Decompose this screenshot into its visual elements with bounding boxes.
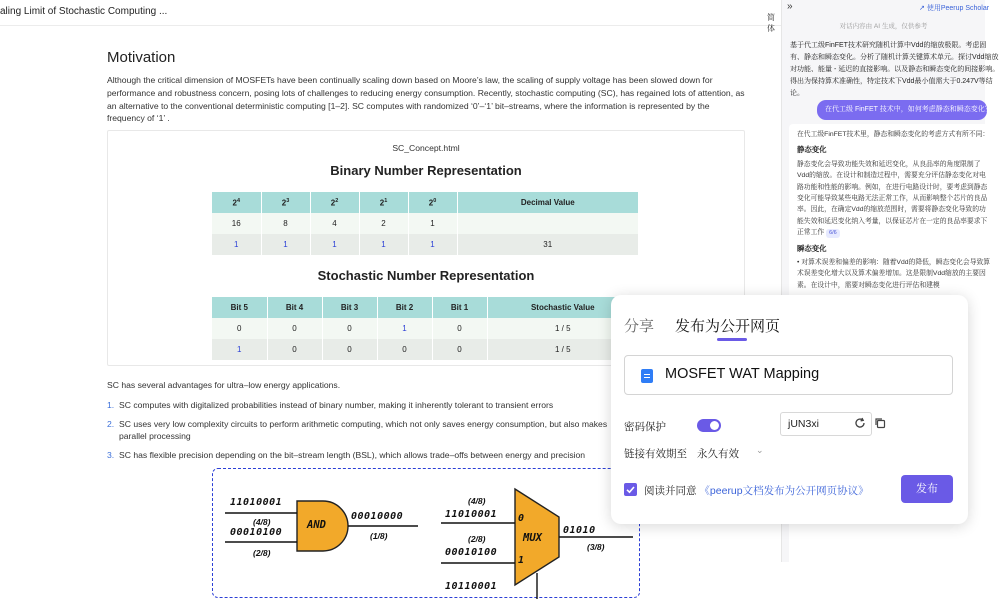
and-output-fraction: (1/8) [370, 531, 388, 541]
table-cell: 1 [408, 234, 457, 255]
advantages-list [107, 399, 627, 467]
table-cell [457, 213, 639, 234]
mux-input2-fraction: (2/8) [468, 534, 486, 544]
table-cell: 1 [212, 339, 267, 360]
document-tab-title[interactable]: aling Limit of Stochastic Computing ... [0, 6, 168, 17]
list-text: SC uses very low complexity circuits to perform arithmetic computing, which not only saves energy consumption, but also makes parallel processing [119, 418, 608, 441]
transient-variation-heading: 瞬态变化 [797, 243, 827, 253]
expiry-label: 链接有效期至 [624, 448, 687, 460]
sc-circuit-diagram [212, 468, 640, 598]
document-icon [641, 369, 653, 383]
table-cell: 1 [377, 318, 432, 339]
table-row [212, 213, 639, 234]
table-cell: 0 [432, 339, 487, 360]
and-input2-fraction: (2/8) [253, 548, 271, 558]
agreement-link[interactable]: 《peerup文档发布为公开网页协议》 [699, 485, 869, 497]
user-question-bubble: 在代工级 FinFET 技术中，如何考虑静态和瞬态变化？ [817, 100, 987, 120]
and-gate-label: AND [307, 519, 326, 531]
binary-section-title: Binary Number Representation [330, 163, 522, 178]
ai-answer-summary: 基于代工级FinFET技术研究随机计算中Vdd的缩放极限。考虑固有、静态和瞬态变化。分析了随机计算关键算术单元。探讨Vdd缩放对功能、能量 - 延迟的直接影响。以及静态和瞬态变化的间接影响。得出为保持算术准确性，特定技术下Vdd最小值需大于0.247V等结论。 [790, 42, 1000, 97]
mux-label: MUX [523, 532, 542, 544]
mux-input2-bits: 00010100 [445, 547, 498, 558]
table-header: Decimal Value [457, 192, 639, 213]
password-label: 密码保护 [624, 421, 666, 433]
table-cell: 0 [267, 339, 322, 360]
table-header: $2^4$ [212, 192, 261, 213]
table-cell: 4 [310, 213, 359, 234]
mux-input3-bits: 10110001 [445, 581, 498, 592]
page-title-field[interactable] [624, 355, 953, 395]
table-header: Stochastic Value [487, 297, 639, 318]
table-row [212, 318, 639, 339]
mux-output-bits: 01010 [563, 525, 596, 536]
table-header: Bit 2 [377, 297, 432, 318]
publish-button[interactable]: 发布 [901, 475, 953, 503]
table-row [212, 339, 639, 360]
expand-panel-icon[interactable]: » [787, 1, 793, 12]
mux-input1-bits: 11010001 [445, 509, 498, 520]
list-text: SC computes with digitalized probabilities instead of binary number, making it inherently tolerant to transient errors [119, 400, 554, 410]
table-cell: 31 [457, 234, 639, 255]
citation-badge[interactable]: 6/6 [826, 229, 840, 238]
table-header: $2^0$ [408, 192, 457, 213]
table-cell: 0 [377, 339, 432, 360]
and-output-bits: 00010000 [351, 511, 404, 522]
table-header: $2^3$ [261, 192, 310, 213]
table-cell: 1 [261, 234, 310, 255]
table-header: Bit 1 [432, 297, 487, 318]
table-cell: 1 [212, 234, 261, 255]
password-value: jUN3xi [788, 418, 819, 430]
table-cell: 0 [212, 318, 267, 339]
tab-publish[interactable]: 发布为公开网页 [675, 318, 781, 335]
list-item [107, 399, 627, 412]
agreement-text: 阅读并同意 《peerup文档发布为公开网页协议》 [644, 485, 869, 497]
stochastic-table [212, 297, 639, 360]
peerup-scholar-link[interactable]: ↗ 使用Peerup Scholar [919, 5, 990, 12]
transient-variation-text: • 对算术误差和偏差的影响：随着Vdd的降低，瞬态变化会导致算术误差变化增大以及算术偏差增加。这是限制Vdd缩放的主要因素。在设计中，需要对瞬态变化进行评估和建模 [797, 259, 991, 289]
table-cell: 0 [322, 339, 377, 360]
mux-input1-fraction: (4/8) [468, 496, 486, 506]
table-row [212, 234, 639, 255]
table-header: Bit 3 [322, 297, 377, 318]
table-cell: 1 [408, 213, 457, 234]
table-cell: 0 [267, 318, 322, 339]
table-cell: 1 [359, 234, 408, 255]
and-input1-fraction: (4/8) [253, 517, 271, 527]
binary-table [212, 192, 639, 255]
mux-select0-label: 0 [518, 513, 525, 524]
table-header: $2^1$ [359, 192, 408, 213]
table-cell: 1 / 5 [487, 318, 639, 339]
publish-dialog [611, 295, 968, 524]
top-bar [0, 0, 781, 33]
table-cell: 2 [359, 213, 408, 234]
ai-disclaimer: 对话内容由 AI 生成，仅供参考 [839, 23, 928, 30]
password-toggle[interactable] [697, 419, 721, 432]
expiry-select[interactable]: 永久有效 [697, 448, 739, 460]
stochastic-header-row [212, 297, 639, 318]
and-input1-bits: 11010001 [230, 497, 283, 508]
mux-select1-label: 1 [518, 555, 525, 566]
binary-header-row [212, 192, 639, 213]
table-cell: 0 [322, 318, 377, 339]
external-link-icon: ↗ [919, 5, 925, 12]
table-cell: 1 / 5 [487, 339, 639, 360]
advantages-lead: SC has several advantages for ultra–low energy applications. [107, 380, 341, 390]
mux-output-fraction: (3/8) [587, 542, 605, 552]
table-header: Bit 5 [212, 297, 267, 318]
table-header: $2^2$ [310, 192, 359, 213]
table-cell: 8 [261, 213, 310, 234]
refresh-icon[interactable] [854, 417, 866, 429]
list-number: 2. [107, 418, 115, 429]
chevron-down-icon[interactable]: ⌄ [756, 445, 764, 455]
answer-intro: 在代工级FinFET技术里，静态和瞬态变化的考虑方式有所不同： [797, 131, 990, 138]
list-item [107, 449, 627, 462]
stochastic-section-title: Stochastic Number Representation [317, 268, 535, 283]
static-variation-text: 静态变化会导致功能失效和延迟变化，从良品率的角度限制了Vdd的缩放。在设计和制造过程中，需要充分评估静态变化对电路功能和性能的影响。例如，在进行电路设计时，要考虑到静态变化可能导致某些电路无法正常工作，从而影响整个芯片的良品率。因此，在确定Vdd的缩放范围时，需要将静态变化导致的功能失效和延迟变化纳入考量，以保证芯片在一定的良品率要求下正常工作 6/6 [797, 160, 988, 237]
motivation-paragraph: Although the critical dimension of MOSFETs have been continually scaling down based on Moore’s law, the scaling of supply voltage has been slowed down for performance and robustness concern, posing lots of challenges to reducing energy consumption. Recently, stochastic computing (SC), has regained lots of attention, as an alternative to the conventional deterministic computing [1–2]. SC computes with randomized ‘0’–‘1’ bit–streams, where the information is represented by the frequency of ‘1’ . [107, 75, 745, 124]
list-number: 1. [107, 400, 115, 410]
list-item [107, 418, 627, 443]
list-text: SC has flexible precision depending on the bit–stream length (BSL), which allows trade–offs between energy and precision [119, 449, 586, 460]
tab-share[interactable]: 分享 [624, 318, 655, 335]
copy-icon[interactable] [874, 417, 886, 429]
static-variation-heading: 静态变化 [797, 145, 827, 155]
checkmark-icon [624, 483, 637, 496]
table-cell: 0 [432, 318, 487, 339]
table-header: Bit 4 [267, 297, 322, 318]
and-input2-bits: 00010100 [230, 527, 283, 538]
section-heading: Motivation [107, 49, 176, 66]
page-title-value: MOSFET WAT Mapping [665, 366, 820, 382]
password-field[interactable] [780, 412, 872, 436]
active-tab-indicator [717, 338, 747, 341]
language-selector[interactable]: 简体 [767, 13, 775, 33]
embed-file-name: SC_Concept.html [392, 143, 460, 153]
list-number: 3. [107, 449, 115, 460]
table-cell: 16 [212, 213, 261, 234]
agree-checkbox[interactable] [624, 483, 637, 496]
table-cell: 1 [310, 234, 359, 255]
